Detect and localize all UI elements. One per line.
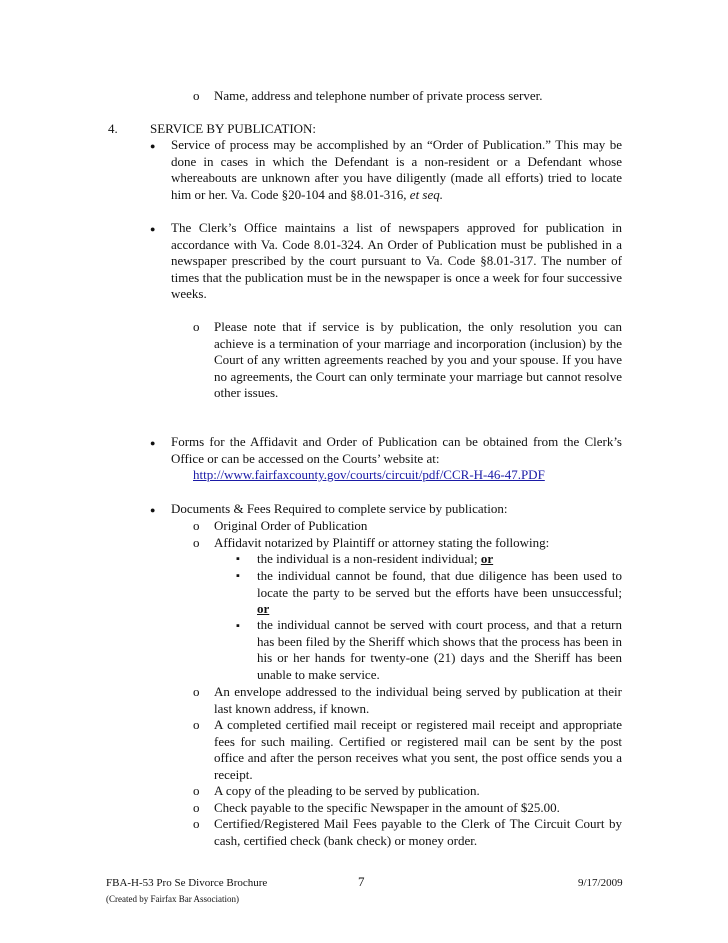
or-label: or [480,551,494,566]
condition-text: the individual cannot be found, that due diligence has been used to locate the party to be served but the efforts have been unsuccessful; [257,568,622,600]
order-of-publication-paragraph [171,137,622,203]
doc-item-envelope: An envelope addressed to the individual being served by publication at their last known address, if known. [214,684,622,716]
et-seq-text: et seq. [409,186,444,202]
doc-item-newspaper-check: Check payable to the specific Newspaper in the amount of $25.00. [214,800,560,815]
circle-bullet-icon: o [193,816,200,831]
doc-item-mail-receipt: A completed certified mail receipt or registered mail receipt and appropriate fees for such mailing. Certified or registered mail can be sent by the post office and after the person receives what you sent, the post office sends you a receipt. [214,717,622,782]
circle-bullet-icon: o [193,319,200,334]
newspaper-list-paragraph: The Clerk’s Office maintains a list of newspapers approved for publication in accordance with Va. Code 8.01-324. An Order of Publication must be published in a newspaper prescribed by the court pursuant to Va. Code §8.01-317. The number of times that the publication must be in the newspaper is once a week for four successive weeks. [171,220,622,302]
square-bullet-icon: ▪ [236,553,240,565]
doc-item-original-order: Original Order of Publication [214,518,368,533]
circle-bullet-icon: o [193,717,200,732]
forms-link[interactable]: http://www.fairfaxcounty.gov/courts/circuit/pdf/CCR-H-46-47.PDF [193,467,545,482]
circle-bullet-icon: o [193,783,200,798]
circle-bullet-icon: o [193,800,200,815]
process-server-item: Name, address and telephone number of private process server. [214,88,543,103]
affidavit-condition-not-found [257,568,622,618]
page-number: 7 [358,874,365,889]
or-label: or [257,601,270,617]
affidavit-condition-nonresident [257,551,622,568]
paragraph-text: Service of process may be accomplished by an “Order of Publication.” This may be done in cases in which the Defendant is a non-resident or a Defendant whose whereabouts are unknown after you have diligently (made all efforts) tried to locate him or her. Va. Code §20-104 and §8.01-316, [171,137,622,202]
doc-item-pleading-copy: A copy of the pleading to be served by publication. [214,783,480,798]
bullet-icon: ● [150,505,156,515]
footer-brochure-id: FBA-H-53 Pro Se Divorce Brochure [106,877,268,889]
affidavit-condition-not-served: the individual cannot be served with court process, and that a return has been filed by the Sheriff which shows that the process has been in his or her hands for twenty-one (21) days and the Sheriff has been unable to make service. [257,617,622,682]
doc-item-affidavit: Affidavit notarized by Plaintiff or attorney stating the following: [214,535,550,550]
bullet-icon: ● [150,438,156,448]
doc-item-mail-fees: Certified/Registered Mail Fees payable to the Clerk of The Circuit Court by cash, certified check (bank check) or money order. [214,816,622,848]
circle-bullet-icon: o [193,518,200,533]
footer-date: 9/17/2009 [578,877,623,889]
section-title: SERVICE BY PUBLICATION: [150,121,317,136]
square-bullet-icon: ▪ [236,620,240,632]
bullet-icon: ● [150,141,156,151]
publication-note: Please note that if service is by publication, the only resolution you can achieve is a termination of your marriage and incorporation (inclusion) by the Court of any written agreements reached by you and your spouse. If you have no agreements, the Court can only terminate your marriage but cannot resolve other issues. [214,319,622,401]
square-bullet-icon: ▪ [236,570,240,582]
circle-bullet-icon: o [193,88,200,103]
documents-fees-heading: Documents & Fees Required to complete service by publication: [171,501,508,516]
footer-created-by: (Created by Fairfax Bar Association) [106,894,239,904]
circle-bullet-icon: o [193,684,200,699]
condition-text: the individual is a non-resident individual; [257,551,481,566]
bullet-icon: ● [150,224,156,234]
circle-bullet-icon: o [193,535,200,550]
forms-paragraph: Forms for the Affidavit and Order of Publication can be obtained from the Clerk’s Office or can be accessed on the Courts’ website at: [171,434,622,466]
section-number: 4. [108,121,118,136]
